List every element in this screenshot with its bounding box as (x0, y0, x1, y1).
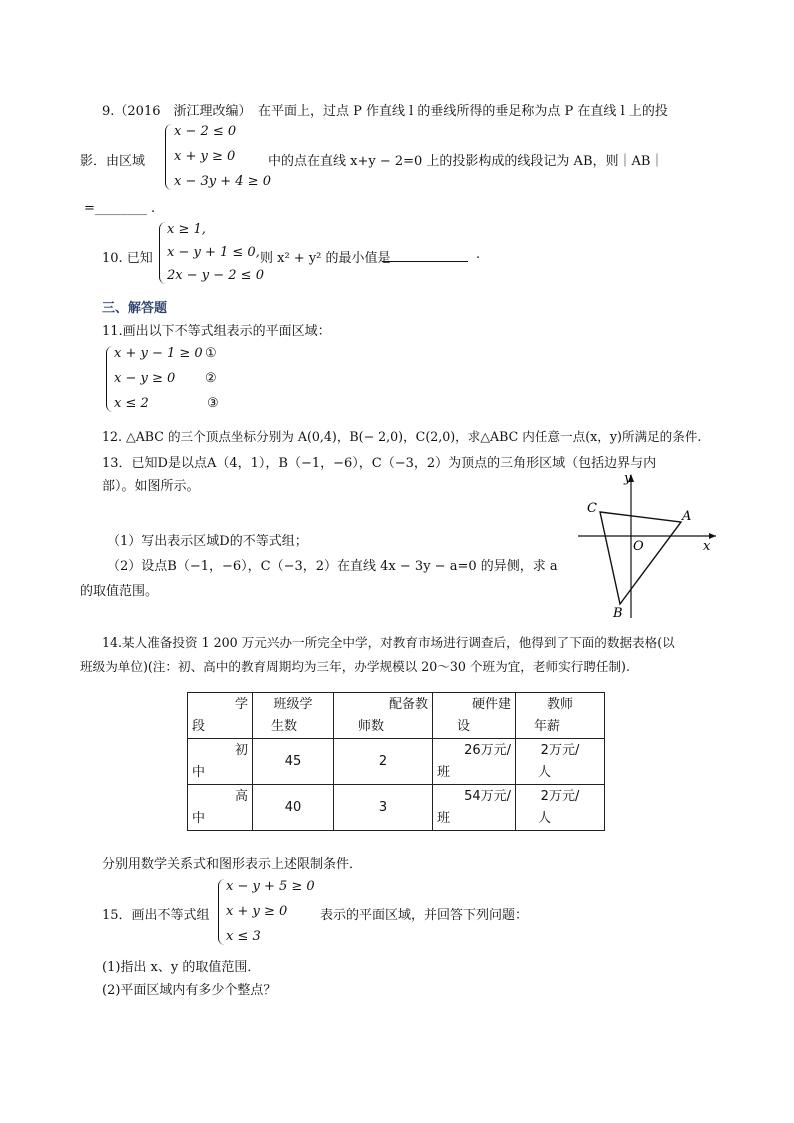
q13-line1: 13．已知D是以点A（4，1），B（−1，−6），C（−3，2）为顶点的三角形区域（包括边界与内 (102, 456, 657, 471)
q9-sys-1: x − 2 ≤ 0 (174, 124, 237, 139)
q10-suffix: 则 x² + y² 的最小值是 (260, 251, 391, 266)
q9-line1: 9.（2016 浙江理改编） 在平面上，过点 P 作直线 l 的垂线所得的垂足称为点 P 在直线 l 上的投 (102, 104, 668, 119)
q13-part2-line1: （2）设点B（−1，−6），C（−3，2）在直线 4x − 3y − a=0 的异侧，求 a (107, 559, 558, 574)
q10-sys-3: 2x − y − 2 ≤ 0 (167, 268, 264, 283)
students-cell: 40 (253, 785, 334, 831)
q13-part2-line2: 的取值范围。 (80, 584, 159, 599)
q9-sys-2: x + y ≥ 0 (174, 149, 236, 164)
q10-answer-blank (382, 247, 468, 262)
q10-brace (159, 222, 166, 284)
cell-text: 中 (192, 764, 206, 780)
q10-end: . (476, 247, 481, 262)
education-data-table (187, 692, 605, 831)
section-heading: 三、解答题 (102, 301, 168, 316)
stage-cell (188, 785, 253, 831)
cell-text: 中 (192, 810, 206, 826)
header-text: 硬件建 (471, 696, 511, 712)
q14-line1: 14.某人准备投资 1 200 万元兴办一所完全中学，对教育市场进行调查后，他得到了下面的数据表格(以 (102, 635, 675, 650)
q10-sys-2: x − y + 1 ≤ 0, (167, 245, 260, 260)
teachers-cell: 3 (334, 785, 433, 831)
cell-text: 初 (234, 742, 248, 758)
q15-part1: (1)指出 x、y 的取值范围． (102, 960, 261, 975)
salary-cell (516, 739, 605, 785)
header-cell-hardware (433, 693, 516, 739)
cell-text: 54万元/ (464, 788, 511, 804)
table-row (188, 785, 605, 831)
hardware-cell (433, 785, 516, 831)
q13-part1: （1）写出表示区域D的不等式组； (107, 534, 308, 549)
stage-cell (188, 739, 253, 785)
origin-label: O (633, 539, 644, 554)
salary-cell (516, 785, 605, 831)
header-cell-teachers (334, 693, 433, 739)
q15-sys-3: x ≤ 3 (226, 929, 261, 944)
q9-answer-blank: =________ . (84, 201, 156, 216)
q10-sys-1: x ≥ 1, (167, 222, 206, 237)
q11-brace (106, 346, 113, 412)
cell-text: 高 (234, 788, 248, 804)
q11-sys-2: x − y ≥ 0 (114, 371, 176, 386)
header-text: 段 (192, 718, 206, 734)
q9-line2-prefix: 影．由区域 (80, 154, 146, 169)
q15-sys-1: x − y + 5 ≥ 0 (226, 879, 315, 894)
q13-line2: 部）。如图所示。 (102, 479, 200, 494)
header-text: 教师 (546, 696, 573, 712)
header-cell-salary (516, 693, 605, 739)
cell-text: 班 (437, 764, 451, 780)
q15-prefix: 15．画出不等式组 (102, 908, 210, 923)
header-text: 生数 (271, 718, 298, 734)
q11-sys-1: x + y − 1 ≥ 0 (114, 346, 203, 361)
triangle-abc (600, 512, 681, 604)
q11-sys-3: x ≤ 2 (114, 396, 149, 411)
x-axis-label: x (703, 539, 711, 554)
header-cell-stage (188, 693, 253, 739)
header-text: 设 (457, 718, 471, 734)
hardware-cell (433, 739, 516, 785)
point-b-label: B (613, 606, 623, 620)
q11-mark-2: ② (205, 371, 217, 386)
q15-sys-2: x + y ≥ 0 (226, 904, 288, 919)
q10-prefix: 10. 已知 (102, 251, 153, 266)
q13-triangle-figure (578, 470, 728, 620)
q14-line2: 班级为单位)(注：初、高中的教育周期均为三年，办学规模以 20～30 个班为宜，老师实行聘任制). (80, 659, 630, 674)
q11-mark-3: ③ (207, 396, 219, 411)
q9-sys-3: x − 3y + 4 ≥ 0 (174, 174, 271, 189)
q9-line2-suffix: 中的点在直线 x+y − 2=0 上的投影构成的线段记为 AB，则｜AB｜ (268, 154, 664, 169)
header-text: 班级学 (273, 696, 313, 712)
header-text: 年薪 (534, 718, 561, 734)
cell-text: 人 (538, 764, 552, 780)
q12-text: 12. △ABC 的三个顶点坐标分别为 A(0,4)，B(− 2,0)，C(2,0)，求△ABC 内任意一点(x，y)所满足的条件. (102, 429, 702, 444)
students-cell: 45 (253, 739, 334, 785)
header-cell-students (253, 693, 334, 739)
teachers-cell: 2 (334, 739, 433, 785)
q14-after: 分别用数学关系式和图形表示上述限制条件． (102, 857, 363, 872)
point-a-label: A (682, 509, 692, 524)
q11-text: 11.画出以下不等式组表示的平面区域： (102, 324, 331, 339)
header-text: 配备教 (388, 696, 428, 712)
cell-text: 2万元/ (540, 788, 580, 804)
cell-text: 人 (538, 810, 552, 826)
table-row (188, 739, 605, 785)
point-c-label: C (587, 501, 597, 516)
y-axis-label: y (624, 471, 632, 486)
q15-brace (218, 879, 225, 945)
q15-part2: (2)平面区域内有多少个整点？ (102, 983, 277, 998)
cell-text: 26万元/ (464, 742, 511, 758)
cell-text: 班 (437, 810, 451, 826)
cell-text: 2万元/ (540, 742, 580, 758)
header-text: 学 (234, 696, 248, 712)
q11-mark-1: ① (205, 346, 217, 361)
header-text: 师数 (358, 718, 385, 734)
q15-suffix: 表示的平面区域，并回答下列问题： (320, 908, 529, 923)
table-header-row (188, 693, 605, 739)
q9-brace (165, 124, 172, 190)
